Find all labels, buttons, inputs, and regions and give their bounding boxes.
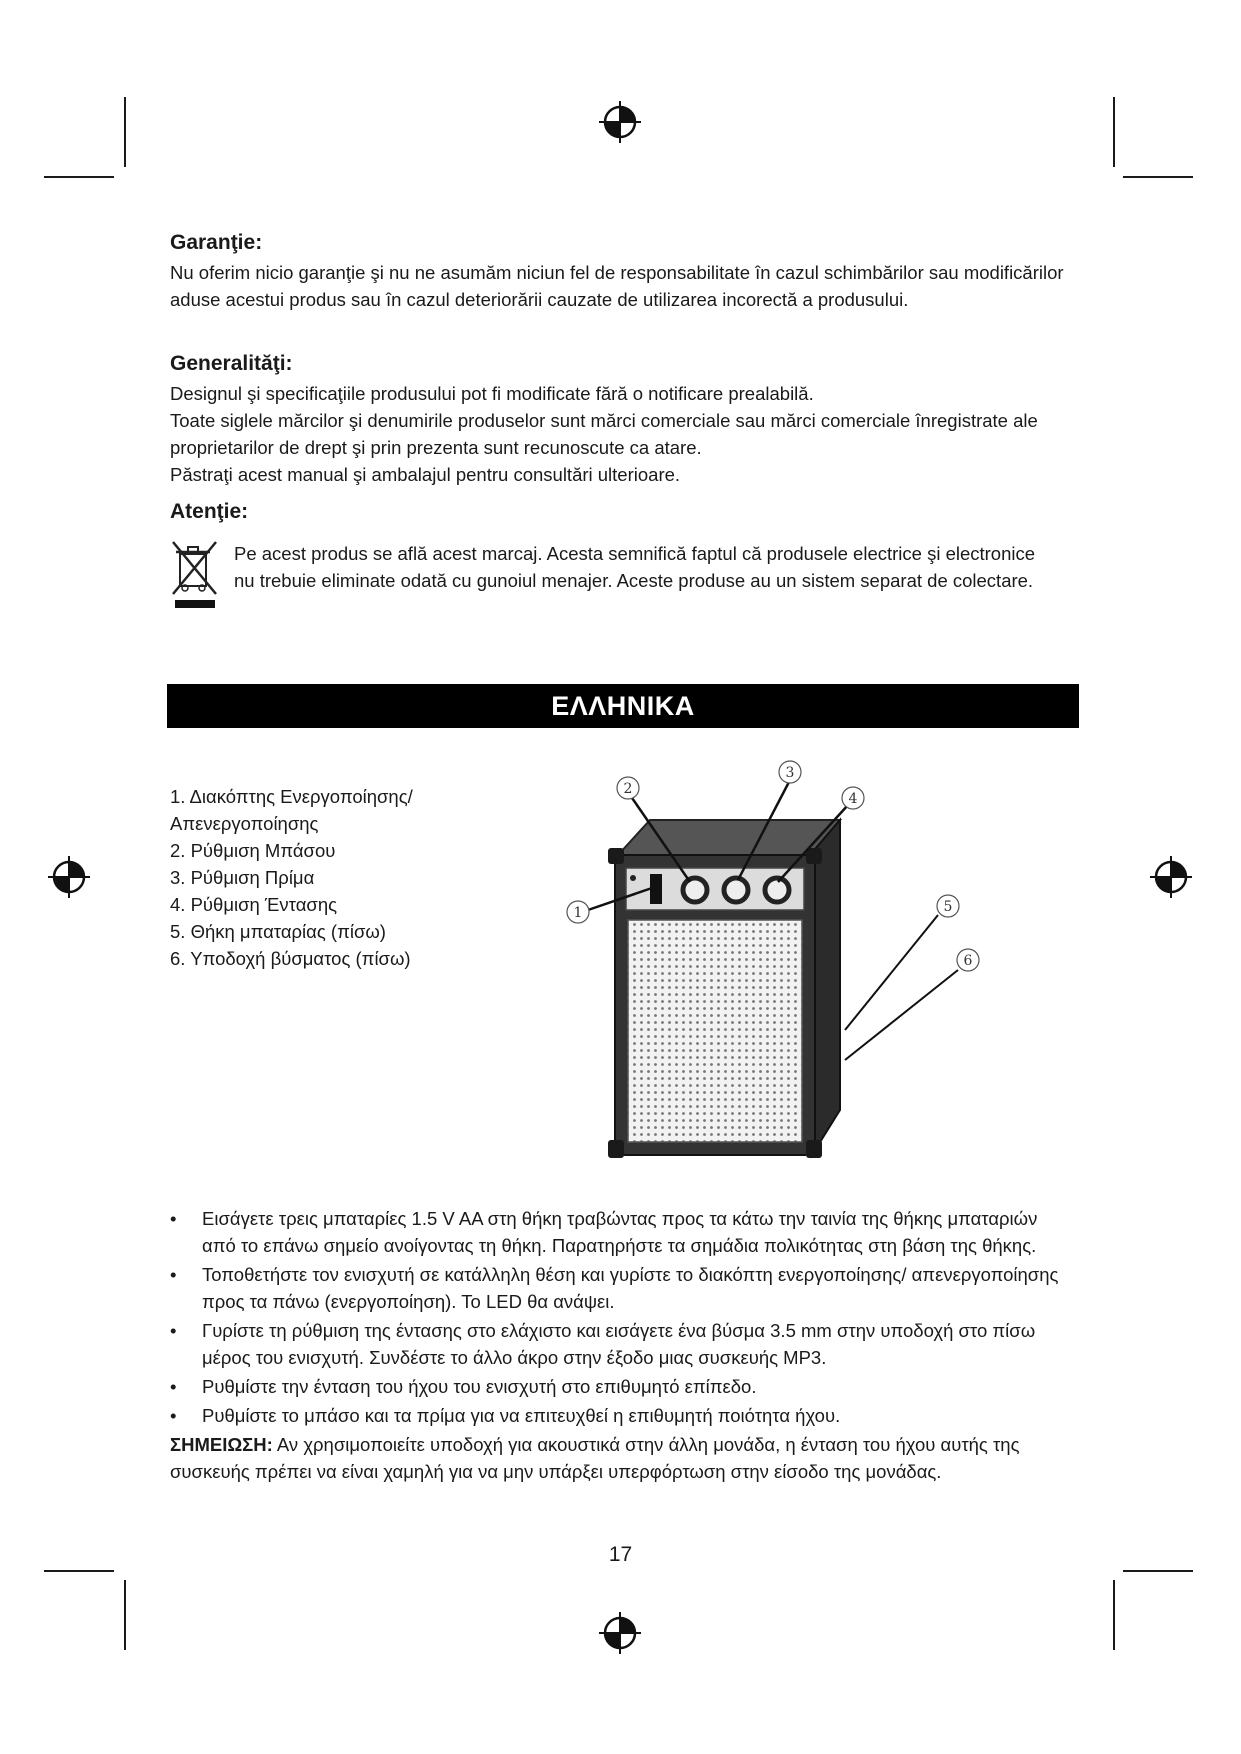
instruction-list: [170, 1205, 1070, 1485]
list-item: [170, 1373, 1070, 1400]
callout-label: 2: [623, 781, 633, 797]
list-item: [170, 1317, 1070, 1371]
crop-mark: [1123, 176, 1193, 178]
list-item: 5. Θήκη μπαταρίας (πίσω): [170, 921, 386, 942]
list-item: [170, 1205, 1070, 1259]
list-item-text: Τοποθετήστε τον ενισχυτή σε κατάλληλη θέση και γυρίστε το διακόπτη ενεργοποίησης/ απενεργοποίησης προς τα πάνω (ενεργοποίηση). Το LED θα ανάψει.: [202, 1264, 1059, 1312]
crop-mark: [44, 176, 114, 178]
callout-label: 3: [785, 765, 795, 781]
language-banner: ΕΛΛΗΝΙΚΑ: [167, 684, 1079, 728]
paragraph-atentie: Pe acest produs se află acest marcaj. Acesta semnifică faptul că produsele electrice şi electronice nu trebuie eliminate odată cu gunoiul menajer. Aceste produse au un sistem separat de colectare.: [234, 543, 1036, 591]
parts-list: [170, 783, 490, 972]
crop-mark: [124, 97, 126, 167]
note-paragraph: [170, 1431, 1070, 1485]
bullet-glyph: •: [170, 1376, 177, 1397]
section-generalitati: [170, 351, 1070, 488]
page-number: 17: [608, 1543, 633, 1566]
list-item-text: Ρυθμίστε την ένταση του ήχου του ενισχυτή στο επιθυμητό επίπεδο.: [202, 1376, 757, 1397]
bullet-glyph: •: [170, 1264, 177, 1285]
weee-crossed-bin-icon: [172, 540, 218, 610]
heading-garantie: Garanţie:: [170, 231, 263, 254]
callout-label: 4: [848, 791, 858, 807]
list-item-text: Εισάγετε τρεις μπαταρίες 1.5 V AA στη θήκη τραβώντας προς τα κάτω την ταινία της θήκης μπαταριών από το επάνω σημείο ανοίγοντας τη θήκη. Παρατηρήστε τα σημάδια πολικότητας στη βάση της θήκης.: [202, 1208, 1038, 1256]
registration-mark-icon: [598, 100, 642, 144]
list-item: 2. Ρύθμιση Μπάσου: [170, 840, 336, 861]
section-garantie: [170, 230, 1070, 313]
bullet-glyph: •: [170, 1320, 177, 1341]
list-item: 3. Ρύθμιση Πρίμα: [170, 867, 315, 888]
crop-mark: [124, 1580, 126, 1650]
paragraph-garantie: Nu oferim nicio garanţie şi nu ne asumăm niciun fel de responsabilitate în cazul schimbărilor sau modificărilor aduse acestui produs sau în cazul deteriorării cauzate de utilizarea incorectă a produsului.: [170, 262, 1064, 310]
crop-mark: [1113, 1580, 1115, 1650]
list-item: 4. Ρύθμιση Έντασης: [170, 894, 338, 915]
registration-mark-icon: [47, 855, 91, 899]
section-atentie: [170, 499, 1070, 525]
paragraph-generalitati-line: Designul şi specificaţiile produsului pot fi modificate fără o notificare prealabilă.: [170, 383, 814, 404]
heading-atentie: Atenţie:: [170, 500, 249, 523]
callout-label: 5: [943, 899, 953, 915]
paragraph-generalitati-line: Păstraţi acest manual şi ambalajul pentru consultări ulterioare.: [170, 464, 681, 485]
list-item: [170, 1261, 1070, 1315]
crop-mark: [1113, 97, 1115, 167]
registration-mark-icon: [1149, 855, 1193, 899]
registration-mark-icon: [598, 1611, 642, 1655]
mini-amplifier-illustration: [540, 760, 1000, 1200]
bullet-glyph: •: [170, 1405, 177, 1426]
crop-mark: [1123, 1570, 1193, 1572]
callout-label: 6: [963, 953, 973, 969]
crop-mark: [44, 1570, 114, 1572]
list-item: [170, 1402, 1070, 1429]
note-label: ΣΗΜΕΙΩΣΗ:: [170, 1434, 273, 1455]
list-item: 1. Διακόπτης Ενεργοποίησης/ Απενεργοποίησης: [170, 786, 413, 834]
note-text: Αν χρησιμοποιείτε υποδοχή για ακουστικά στην άλλη μονάδα, η ένταση του ήχου αυτής της συσκευής πρέπει να είναι χαμηλή για να μην υπάρξει υπερφόρτωση στην είσοδο της μονάδας.: [170, 1434, 1020, 1482]
list-item-text: Γυρίστε τη ρύθμιση της έντασης στο ελάχιστο και εισάγετε ένα βύσμα 3.5 mm στην υποδοχή στο πίσω μέρος του ενισχυτή. Συνδέστε το άλλο άκρο στην έξοδο μιας συσκευής MP3.: [202, 1320, 1036, 1368]
bullet-glyph: •: [170, 1208, 177, 1229]
list-item: 6. Υποδοχή βύσματος (πίσω): [170, 948, 411, 969]
heading-generalitati: Generalităţi:: [170, 352, 293, 375]
list-item-text: Ρυθμίστε το μπάσο και τα πρίμα για να επιτευχθεί η επιθυμητή ποιότητα ήχου.: [202, 1405, 841, 1426]
paragraph-generalitati-line: Toate siglele mărcilor şi denumirile produselor sunt mărci comerciale sau mărci comerciale înregistrate ale proprietarilor de drept şi prin prezenta sunt recunoscute ca atare.: [170, 410, 1038, 458]
callout-label: 1: [573, 905, 583, 921]
